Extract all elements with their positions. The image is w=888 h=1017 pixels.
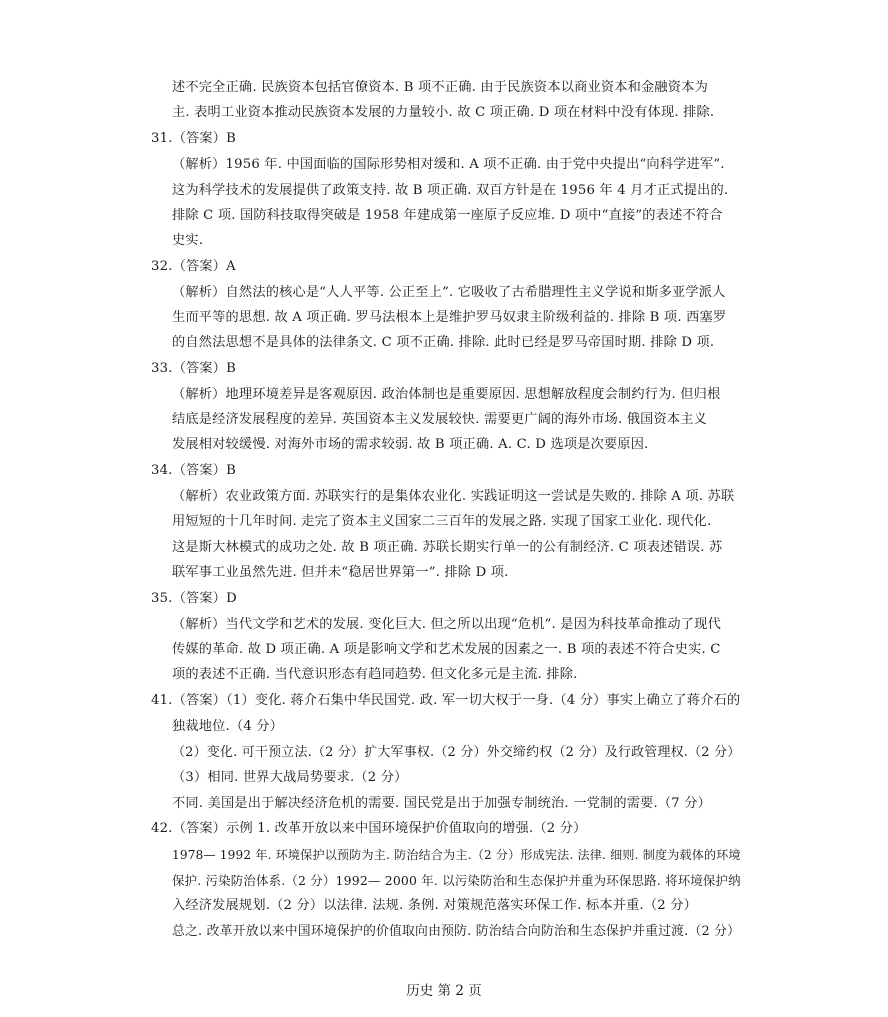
answer-heading-34: 34.（答案）B — [151, 463, 237, 478]
text-line: 保护. 污染防治体系.（2 分）1992— 2000 年. 以污染防治和生态保护并重为环保思路. 将环境保护纳 — [172, 873, 741, 888]
text-line: 项的表述不正确. 当代意识形态有趋同趋势. 但文化多元是主流. 排除. — [172, 667, 578, 682]
text-line: （解析）当代文学和艺术的发展. 变化巨大. 但之所以出现“危机”. 是因为科技革命推动了现代 — [172, 617, 721, 632]
text-line: 独裁地位.（4 分） — [172, 719, 284, 734]
text-line: （解析）地理环境差异是客观原因. 政治体制也是重要原因. 思想解放程度会制约行为. 但归根 — [172, 387, 721, 402]
answer-heading-42: 42.（答案）示例 1. 改革开放以来中国环境保护价值取向的增强.（2 分） — [151, 821, 587, 836]
text-line: （解析）自然法的核心是“人人平等. 公正至上”. 它吸收了古希腊理性主义学说和斯多亚学派人 — [172, 285, 726, 300]
page-footer: 历史 第 2 页 — [406, 983, 482, 999]
text-line: 传媒的革命. 故 D 项正确. A 项是影响文学和艺术发展的因素之一. B 项的表述不符合史实. C — [172, 642, 721, 657]
text-line: 史实. — [172, 233, 204, 248]
text-line: 生而平等的思想. 故 A 项正确. 罗马法根本上是维护罗马奴隶主阶级利益的. 排除 B 项. 西塞罗 — [172, 310, 727, 325]
text-line: 这为科学技术的发展提供了政策支持. 故 B 项正确. 双百方针是在 1956 年 4 月才正式提出的. — [172, 183, 729, 198]
text-line: 排除 C 项. 国防科技取得突破是 1958 年建成第一座原子反应堆. D 项中“直接”的表述不符合 — [172, 208, 723, 223]
text-line: 入经济发展规划.（2 分）以法律. 法规. 条例. 对策规范落实环保工作. 标本并重.（2 分） — [172, 898, 698, 913]
answer-heading-32: 32.（答案）A — [151, 259, 236, 274]
answer-heading-35: 35.（答案）D — [151, 591, 237, 606]
text-line: （解析）农业政策方面. 苏联实行的是集体农业化. 实践证明这一尝试是失败的. 排除 A 项. 苏联 — [172, 489, 735, 504]
text-line: （解析）1956 年. 中国面临的国际形势相对缓和. A 项不正确. 由于党中央提出“向科学进军”. — [172, 157, 725, 172]
text-line: 的自然法思想不是具体的法律条文. C 项不正确. 排除. 此时已经是罗马帝国时期. 排除 D 项. — [172, 335, 715, 350]
answer-heading-41: 41.（答案）（1）变化. 蒋介石集中华民国党. 政. 军一切大权于一身.（4 分）事实上确立了蒋介石的 — [151, 693, 741, 708]
text-line: （3）相同. 世界大战局势要求.（2 分） — [172, 770, 408, 785]
answer-heading-31: 31.（答案）B — [151, 131, 237, 146]
text-line: 这是斯大林模式的成功之处. 故 B 项正确. 苏联长期实行单一的公有制经济. C 项表述错误. 苏 — [172, 540, 723, 555]
text-line: 主. 表明工业资本推动民族资本发展的力量较小. 故 C 项正确. D 项在材料中没有体现. 排除. — [172, 105, 715, 120]
text-line: 联军事工业虽然先进. 但并未“稳居世界第一”. 排除 D 项. — [172, 565, 509, 580]
text-line: 总之. 改革开放以来中国环境保护的价值取向由预防. 防治结合向防治和生态保护并重过渡.（2 分） — [172, 924, 741, 939]
answer-heading-33: 33.（答案）B — [151, 361, 237, 376]
text-line: 发展相对较缓慢. 对海外市场的需求较弱. 故 B 项正确. A. C. D 选项是次要原因. — [172, 437, 649, 452]
text-line: （2）变化. 可干预立法.（2 分）扩大军事权.（2 分）外交缔约权（2 分）及行政管理权.（2 分） — [172, 745, 741, 760]
text-line: 1978— 1992 年. 环境保护以预防为主. 防治结合为主.（2 分）形成宪法. 法律. 细则. 制度为载体的环境 — [172, 848, 741, 862]
text-line: 述不完全正确. 民族资本包括官僚资本. B 项不正确. 由于民族资本以商业资本和金融资本为 — [172, 80, 708, 95]
text-line: 不同. 美国是出于解决经济危机的需要. 国民党是出于加强专制统治. 一党制的需要.（7 分） — [172, 796, 712, 811]
text-line: 结底是经济发展程度的差异. 英国资本主义发展较快. 需要更广阔的海外市场. 俄国资本主义 — [172, 412, 708, 427]
text-line: 用短短的十几年时间. 走完了资本主义国家二三百年的发展之路. 实现了国家工业化. 现代化. — [172, 514, 712, 529]
